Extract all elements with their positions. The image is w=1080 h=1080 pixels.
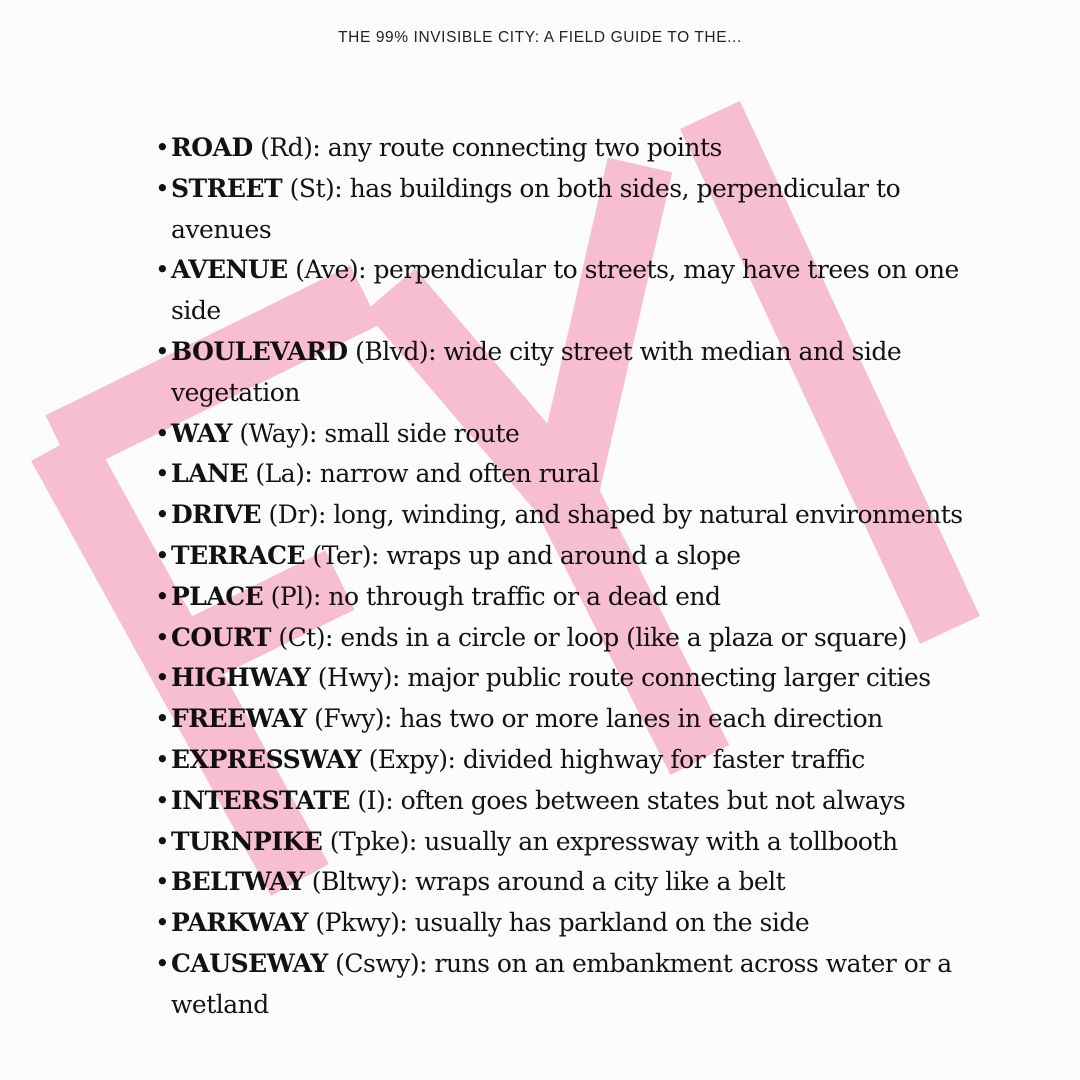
bullet-glyph: • bbox=[155, 704, 170, 734]
road-term-definition: (Way): small side route bbox=[231, 418, 520, 448]
bullet-glyph: • bbox=[155, 418, 170, 448]
bullet-glyph: • bbox=[155, 908, 170, 938]
road-term: EXPRESSWAY bbox=[171, 744, 362, 774]
list-item bbox=[155, 414, 975, 455]
bullet-glyph: • bbox=[155, 133, 170, 162]
bullet-glyph: • bbox=[155, 744, 170, 774]
road-term: COURT bbox=[171, 622, 271, 652]
road-term-definition: (Blvd): wide city street with median and side vegetation bbox=[171, 336, 902, 407]
road-term: PARKWAY bbox=[171, 908, 308, 938]
bullet-glyph: • bbox=[155, 500, 170, 530]
road-term-definition: (Hwy): major public route connecting larger cities bbox=[310, 663, 931, 693]
road-term-definition: (Fwy): has two or more lanes in each direction bbox=[306, 704, 883, 734]
road-term-definition: (Expy): divided highway for faster traffic bbox=[361, 744, 865, 774]
road-term: CAUSEWAY bbox=[171, 948, 328, 978]
road-term-definition: (Pkwy): usually has parkland on the side bbox=[307, 908, 810, 938]
bullet-glyph: • bbox=[155, 785, 170, 815]
bullet-glyph: • bbox=[155, 336, 170, 366]
list-item bbox=[155, 250, 975, 332]
list-item bbox=[155, 699, 975, 740]
list-item bbox=[155, 618, 975, 659]
list-item bbox=[155, 740, 975, 781]
road-term: FREEWAY bbox=[171, 704, 307, 734]
bullet-glyph: • bbox=[155, 581, 170, 611]
road-term: TERRACE bbox=[171, 540, 306, 570]
road-term: ROAD bbox=[171, 133, 253, 162]
bullet-glyph: • bbox=[155, 173, 170, 203]
road-term-definition: (Bltwy): wraps around a city like a belt bbox=[304, 867, 786, 897]
road-term: WAY bbox=[171, 418, 232, 448]
road-term-definition: (Rd): any route connecting two points bbox=[252, 133, 722, 162]
bullet-glyph: • bbox=[155, 459, 170, 489]
list-item bbox=[155, 862, 975, 903]
road-term: TURNPIKE bbox=[171, 826, 323, 856]
list-item bbox=[155, 332, 975, 414]
bullet-glyph: • bbox=[155, 948, 170, 978]
running-header: THE 99% INVISIBLE CITY: A FIELD GUIDE TO THE... bbox=[338, 29, 742, 46]
list-item bbox=[155, 454, 975, 495]
list-item bbox=[155, 536, 975, 577]
bullet-glyph: • bbox=[155, 540, 170, 570]
list-item bbox=[155, 944, 975, 1026]
road-term-definition: (St): has buildings on both sides, perpendicular to avenues bbox=[171, 173, 901, 244]
list-item bbox=[155, 658, 975, 699]
list-item bbox=[155, 495, 975, 536]
list-item bbox=[155, 903, 975, 944]
list-item bbox=[155, 128, 975, 169]
road-term: PLACE bbox=[171, 581, 264, 611]
bullet-glyph: • bbox=[155, 826, 170, 856]
road-term: BOULEVARD bbox=[171, 336, 348, 366]
road-term-definition: (Ave): perpendicular to streets, may have trees on one side bbox=[171, 255, 959, 326]
bullet-glyph: • bbox=[155, 663, 170, 693]
road-term-definition: (Pl): no through traffic or a dead end bbox=[263, 581, 721, 611]
road-type-list bbox=[155, 128, 975, 1026]
road-term-definition: (Ct): ends in a circle or loop (like a plaza or square) bbox=[270, 622, 907, 652]
bullet-glyph: • bbox=[155, 255, 170, 285]
list-item bbox=[155, 781, 975, 822]
bullet-glyph: • bbox=[155, 867, 170, 897]
list-item bbox=[155, 577, 975, 618]
road-term: BELTWAY bbox=[171, 867, 305, 897]
road-term-definition: (La): narrow and often rural bbox=[247, 459, 600, 489]
list-item bbox=[155, 822, 975, 863]
road-term-definition: (Tpke): usually an expressway with a tollbooth bbox=[322, 826, 898, 856]
road-term-definition: (Dr): long, winding, and shaped by natural environments bbox=[261, 500, 963, 530]
road-term: LANE bbox=[171, 459, 248, 489]
road-term-definition: (Cswy): runs on an embankment across water or a wetland bbox=[171, 948, 952, 1019]
road-term-definition: (Ter): wraps up and around a slope bbox=[305, 540, 741, 570]
bullet-glyph: • bbox=[155, 622, 170, 652]
road-term: STREET bbox=[171, 173, 283, 203]
list-item bbox=[155, 169, 975, 251]
road-term-definition: (I): often goes between states but not always bbox=[349, 785, 906, 815]
road-term: HIGHWAY bbox=[171, 663, 311, 693]
road-term: AVENUE bbox=[171, 255, 288, 285]
road-term: INTERSTATE bbox=[171, 785, 350, 815]
road-term: DRIVE bbox=[171, 500, 262, 530]
